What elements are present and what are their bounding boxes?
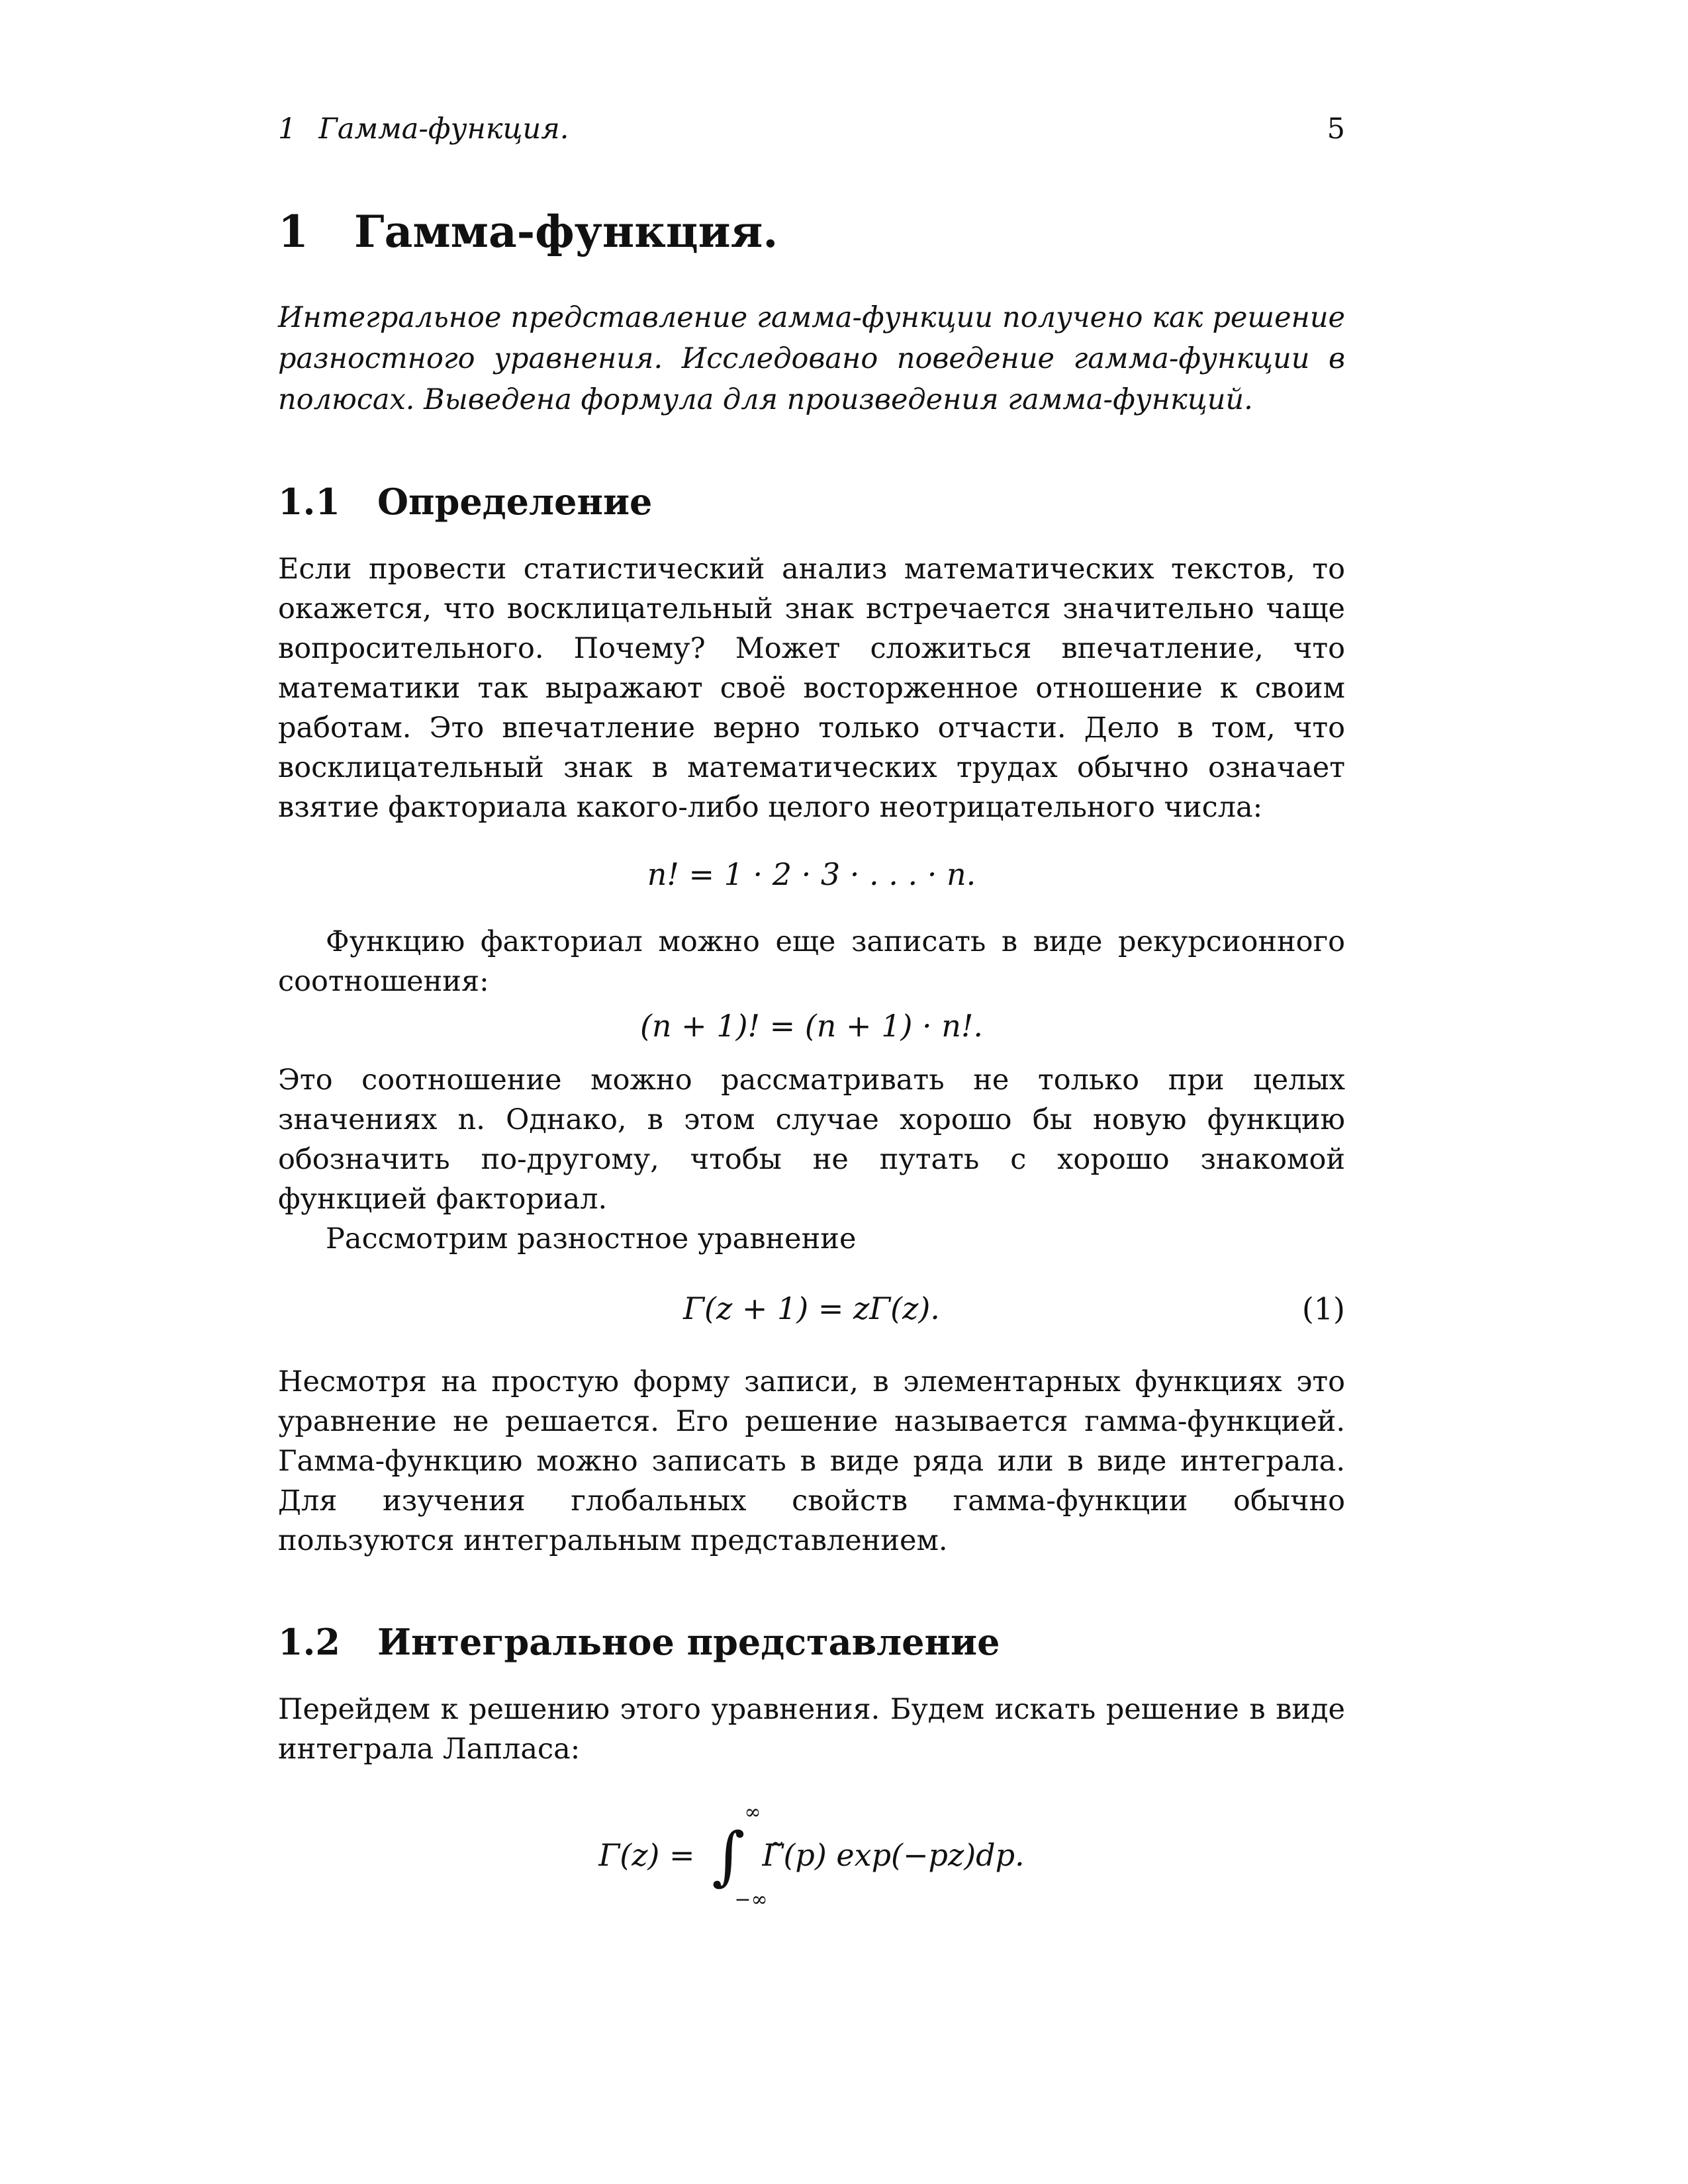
integral-lhs: Γ(z) =	[598, 1837, 695, 1874]
document-page	[278, 113, 1345, 2032]
integral-sign: ∫	[712, 1818, 745, 1893]
chapter-number: 1	[278, 206, 308, 257]
section-number-1-2: 1.2	[278, 1620, 340, 1663]
section-number-1-1: 1.1	[278, 480, 340, 523]
running-head	[278, 113, 1345, 165]
paragraph-1-1-3: Это соотношение можно рассматривать не только при целых значениях n. Однако, в этом случае хорошо бы новую функцию обозначить по-другому, чтобы не путать с хорошо знакомой функцией факториал.	[278, 1064, 1345, 1216]
formula-recursion-text: (n + 1)! = (n + 1) · n!.	[639, 1008, 984, 1044]
formula-difference-equation-text: Γ(z + 1) = zΓ(z).	[683, 1291, 940, 1327]
paragraph-1-1-5: Несмотря на простую форму записи, в элементарных функциях это уравнение не решается. Его решение называется гамма-функцией. Гамма-функцию можно записать в виде ряда или в виде интеграла. Для изучения глобальных свойств гамма-функции обычно пользуются интегральным представлением.	[278, 1365, 1345, 1557]
paragraph-1-2-1: Перейдем к решению этого уравнения. Будем искать решение в виде интеграла Лапласа:	[278, 1692, 1345, 1766]
chapter-abstract: Интегральное представление гамма-функции получено как решение разностного уравнения. Исследовано поведение гамма-функции в полюсах. Выведена формула для произведения гамма-функций.	[278, 300, 1345, 416]
section-title-1-2: Интегральное представление	[377, 1620, 1000, 1663]
paragraph-1-1-2: Функцию факториал можно еще записать в виде рекурсионного соотношения:	[278, 925, 1345, 999]
integral-rhs: Γ̃(p) exp(−pz)dp.	[762, 1837, 1025, 1874]
equation-number: (1)	[1301, 1291, 1345, 1327]
running-head-chapter-title: Гамма-функция.	[318, 113, 569, 146]
integral-lower-limit: −∞	[734, 1888, 768, 1911]
running-head-chapter	[278, 113, 569, 146]
formula-laplace-integral	[278, 1800, 1345, 1911]
formula-recursion	[278, 1008, 1345, 1044]
integral-upper-limit: ∞	[744, 1800, 761, 1824]
formula-factorial-text: n! = 1 · 2 · 3 · . . . · n.	[647, 856, 976, 892]
integral-sign-block	[699, 1800, 768, 1911]
section-title-1-1: Определение	[377, 480, 653, 523]
integral-expression	[598, 1800, 1025, 1911]
chapter-heading	[278, 208, 1345, 256]
page-number: 5	[1327, 113, 1345, 146]
formula-difference-equation	[278, 1291, 1345, 1327]
section-heading-1-1	[278, 482, 1345, 522]
paragraph-1-1-1: Если провести статистический анализ математических текстов, то окажется, что восклицательный знак встречается значительно чаще вопросительного. Почему? Может сложиться впечатление, что математики так выражают своё восторженное отношение к своим работам. Это впечатление верно только отчасти. Дело в том, что восклицательный знак в математических трудах обычно означает взятие факториала какого-либо целого неотрицательного числа:	[278, 552, 1345, 824]
paragraph-1-1-4: Рассмотрим разностное уравнение	[326, 1222, 857, 1256]
formula-factorial	[278, 856, 1345, 893]
running-head-chapter-number: 1	[278, 113, 297, 146]
chapter-title: Гамма-функция.	[354, 206, 778, 257]
section-heading-1-2	[278, 1620, 1345, 1663]
